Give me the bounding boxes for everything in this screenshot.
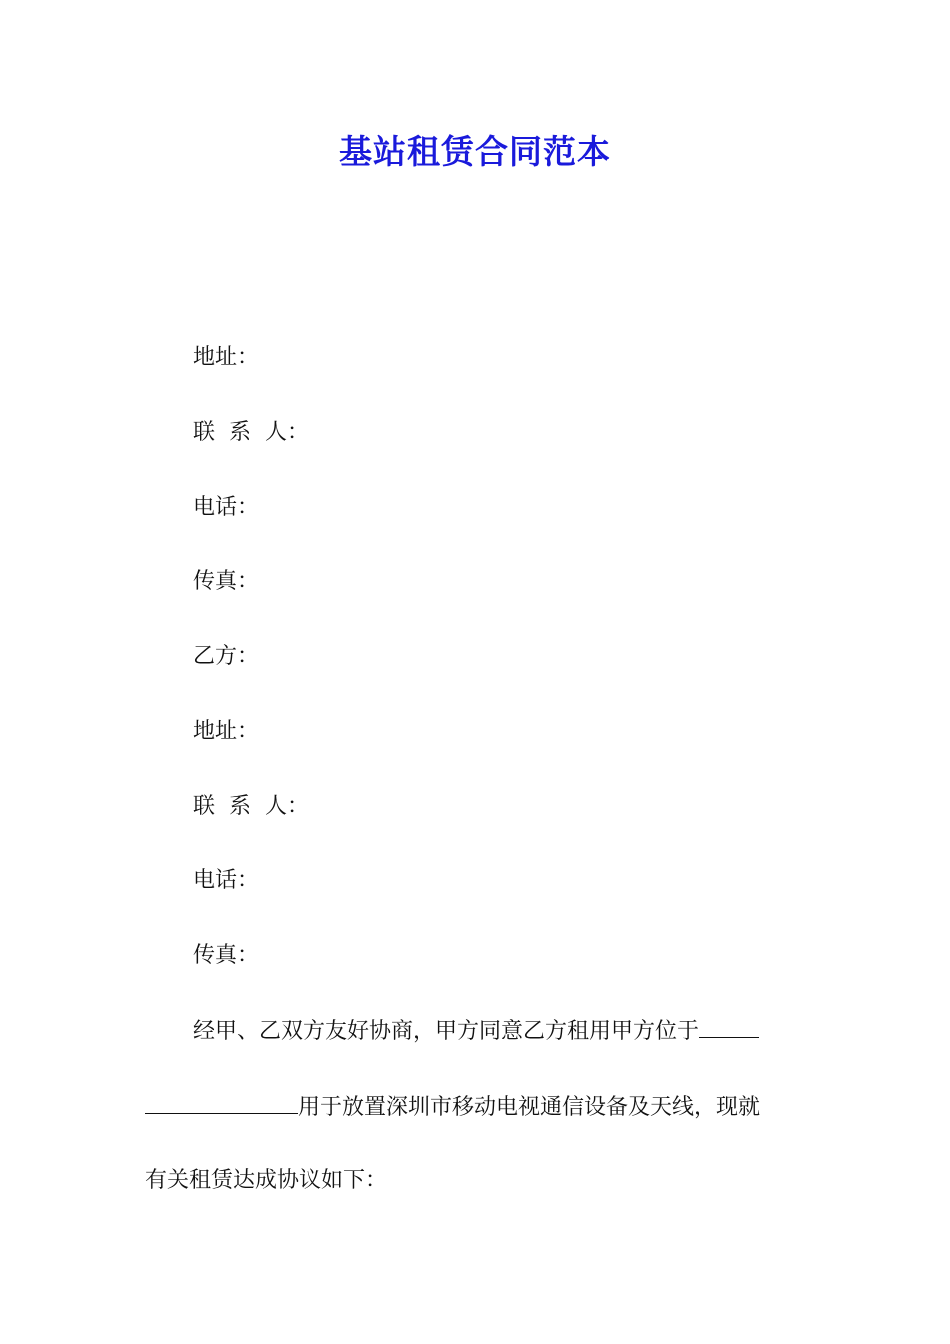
- agreement-text-1: 经甲、乙双方友好协商，甲方同意乙方租用甲方位于: [193, 1019, 700, 1044]
- agreement-line-1: [193, 1015, 759, 1047]
- party-b-address-label: 地址：: [193, 719, 260, 744]
- location-blank-1: [699, 1015, 759, 1038]
- agreement-line-2: [145, 1091, 760, 1123]
- party-a-contact-label: 联 系 人：: [193, 420, 309, 445]
- location-blank-2: [145, 1091, 298, 1114]
- party-a-address-label: 地址：: [193, 345, 260, 370]
- party-b-label: 乙方：: [193, 644, 260, 669]
- party-b-fax-label: 传真：: [193, 943, 260, 968]
- party-b-contact-label: 联 系 人：: [193, 794, 309, 819]
- party-a-phone-label: 电话：: [193, 495, 260, 520]
- party-b-phone-label: 电话：: [193, 868, 260, 893]
- agreement-text-3: 有关租赁达成协议如下：: [145, 1168, 388, 1193]
- document-title: 基站租赁合同范本: [339, 132, 611, 171]
- party-a-fax-label: 传真：: [193, 569, 260, 594]
- agreement-text-2: 用于放置深圳市移动电视通信设备及天线，现就: [298, 1095, 761, 1120]
- agreement-line-3: [145, 1166, 387, 1196]
